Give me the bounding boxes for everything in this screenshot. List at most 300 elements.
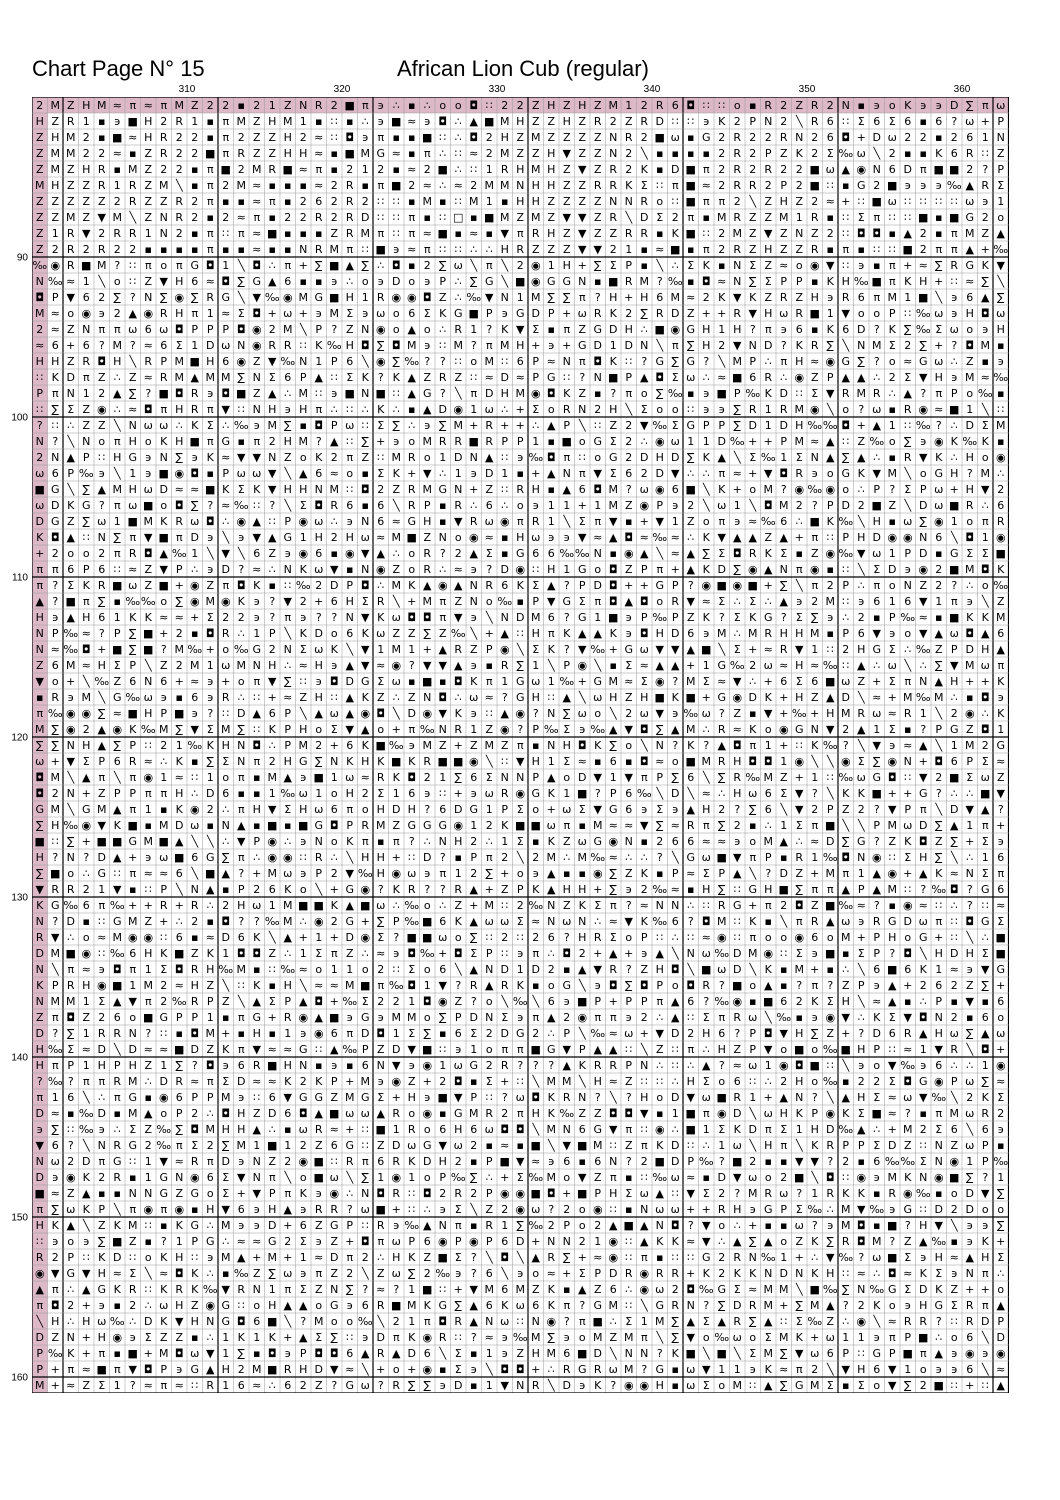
grid-symbol: ╲ xyxy=(935,291,943,304)
grid-symbol: K xyxy=(237,595,245,608)
grid-symbol: Σ xyxy=(609,259,617,272)
grid-symbol: ▼ xyxy=(593,803,602,816)
grid-symbol: ≈ xyxy=(391,515,401,528)
grid-symbol: ╲ xyxy=(687,963,695,976)
grid-symbol: R xyxy=(97,243,106,256)
grid-symbol: π xyxy=(594,515,602,528)
grid-symbol: ◉ xyxy=(995,1347,1006,1360)
grid-symbol: 2 xyxy=(470,1187,478,1200)
grid-symbol: 6 xyxy=(175,867,183,880)
grid-symbol: ▪ xyxy=(113,163,121,176)
grid-symbol: G xyxy=(562,275,572,288)
grid-symbol: M xyxy=(236,1139,246,1152)
grid-symbol: ? xyxy=(52,915,59,928)
grid-symbol: 1 xyxy=(981,131,989,144)
grid-symbol: ■ xyxy=(375,1203,386,1216)
grid-symbol: ◉ xyxy=(189,579,200,592)
grid-symbol: o xyxy=(516,499,524,512)
grid-symbol: M xyxy=(391,1011,401,1024)
grid-symbol: ■ xyxy=(112,579,123,592)
grid-symbol: ▪ xyxy=(935,547,943,560)
grid-symbol: ≈ xyxy=(686,1171,696,1184)
grid-symbol: H xyxy=(283,147,292,160)
grid-symbol: ≈ xyxy=(50,1187,60,1200)
grid-symbol: P xyxy=(950,643,958,656)
grid-symbol: K xyxy=(842,1187,850,1200)
grid-symbol: ▪ xyxy=(780,963,788,976)
grid-symbol: 2 xyxy=(547,1219,555,1232)
grid-symbol: N xyxy=(562,1235,571,1248)
grid-symbol: ∑ xyxy=(470,1171,478,1184)
grid-symbol: Σ xyxy=(795,819,803,832)
grid-symbol: R xyxy=(500,1059,509,1072)
grid-symbol: ? xyxy=(532,1059,539,1072)
grid-symbol: + xyxy=(887,787,897,800)
grid-symbol: G xyxy=(283,531,293,544)
grid-symbol: ‰ xyxy=(109,947,125,960)
grid-symbol: H xyxy=(888,931,897,944)
grid-symbol: ‰ xyxy=(667,275,683,288)
grid-symbol: ∷ xyxy=(129,1155,137,1168)
grid-symbol: H xyxy=(175,1299,184,1312)
grid-symbol: ? xyxy=(253,915,260,928)
grid-symbol: ϶ xyxy=(671,707,679,720)
grid-symbol: ╲ xyxy=(470,259,478,272)
grid-symbol: ‰ xyxy=(528,899,544,912)
grid-symbol: N xyxy=(314,835,323,848)
grid-symbol: K xyxy=(175,1219,183,1232)
grid-symbol: ▪ xyxy=(237,195,245,208)
grid-symbol: D xyxy=(981,1315,990,1328)
grid-symbol: M xyxy=(159,179,169,192)
grid-symbol: ≈ xyxy=(252,1075,262,1088)
grid-symbol: ◘ xyxy=(174,963,184,976)
grid-symbol: 1 xyxy=(408,1171,416,1184)
grid-symbol: K xyxy=(253,979,261,992)
grid-symbol: + xyxy=(484,883,494,896)
grid-symbol: 2 xyxy=(950,979,958,992)
grid-symbol: Σ xyxy=(222,1171,230,1184)
grid-symbol: ω xyxy=(376,899,386,912)
grid-symbol: π xyxy=(160,99,168,112)
grid-symbol: 2 xyxy=(454,1155,462,1168)
grid-symbol: ϶ xyxy=(392,1219,400,1232)
grid-symbol: ◉ xyxy=(360,707,371,720)
grid-symbol: π xyxy=(51,563,59,576)
grid-symbol: Z xyxy=(35,131,44,144)
grid-symbol: ▲ xyxy=(97,723,106,736)
grid-symbol: Σ xyxy=(826,147,834,160)
grid-symbol: ▪ xyxy=(919,115,927,128)
grid-symbol: ∴ xyxy=(222,515,230,528)
grid-symbol: R xyxy=(82,355,91,368)
grid-symbol: ω xyxy=(438,931,448,944)
grid-symbol: ∑ xyxy=(749,1235,757,1248)
grid-symbol: ▪ xyxy=(563,963,571,976)
grid-symbol: ◉ xyxy=(468,531,479,544)
grid-symbol: H xyxy=(531,179,540,192)
grid-symbol: P xyxy=(981,1139,989,1152)
grid-symbol: 1 xyxy=(361,163,369,176)
grid-symbol: 2 xyxy=(129,243,137,256)
grid-symbol: 1 xyxy=(547,515,555,528)
grid-symbol: ▪ xyxy=(82,915,90,928)
grid-symbol: ω xyxy=(748,1011,758,1024)
grid-symbol: ‰ xyxy=(915,419,931,432)
grid-symbol: 6 xyxy=(253,1315,261,1328)
grid-symbol: ∑ xyxy=(702,547,710,560)
grid-symbol: ▪ xyxy=(191,179,199,192)
grid-symbol: ω xyxy=(856,771,866,784)
grid-symbol: ϶ xyxy=(904,1299,912,1312)
grid-symbol: N xyxy=(795,131,804,144)
grid-symbol: ▲ xyxy=(547,867,556,880)
grid-symbol: ∷ xyxy=(718,99,726,112)
grid-symbol: M xyxy=(546,1075,556,1088)
grid-symbol: ∷ xyxy=(826,771,834,784)
grid-symbol: 6 xyxy=(51,467,59,480)
grid-symbol: N xyxy=(578,275,587,288)
grid-symbol: H xyxy=(237,1123,246,1136)
grid-symbol: K xyxy=(671,1235,679,1248)
grid-symbol: 2 xyxy=(408,179,416,192)
grid-symbol: ▲ xyxy=(578,963,587,976)
grid-symbol: G xyxy=(872,1347,882,1360)
grid-symbol: N xyxy=(733,275,742,288)
grid-symbol: N xyxy=(531,1315,540,1328)
grid-symbol: P xyxy=(67,1251,75,1264)
grid-symbol: Σ xyxy=(82,755,90,768)
grid-symbol: R xyxy=(841,291,850,304)
grid-symbol: N xyxy=(547,739,556,752)
grid-symbol: K xyxy=(966,611,974,624)
grid-symbol: o xyxy=(671,755,679,768)
grid-symbol: 1 xyxy=(315,355,323,368)
grid-symbol: ϶ xyxy=(98,467,106,480)
grid-symbol: ∴ xyxy=(904,643,912,656)
grid-symbol: K xyxy=(702,451,710,464)
grid-symbol: 2 xyxy=(330,195,338,208)
grid-symbol: ◘ xyxy=(500,1251,510,1264)
grid-symbol: ? xyxy=(889,947,896,960)
grid-symbol: Σ xyxy=(749,259,757,272)
grid-symbol: π xyxy=(36,707,44,720)
grid-symbol: 2 xyxy=(625,163,633,176)
grid-symbol: M xyxy=(593,819,603,832)
grid-symbol: D xyxy=(748,419,757,432)
grid-symbol: R xyxy=(516,243,525,256)
grid-symbol: 6 xyxy=(532,547,540,560)
grid-symbol: ■ xyxy=(437,1251,448,1264)
grid-symbol: π xyxy=(237,803,245,816)
grid-symbol: ◘ xyxy=(577,739,587,752)
grid-symbol: 1 xyxy=(315,931,323,944)
grid-symbol: 6 xyxy=(51,339,59,352)
grid-symbol: ■ xyxy=(360,979,371,992)
grid-symbol: ∑ xyxy=(470,931,478,944)
grid-symbol: G xyxy=(252,643,262,656)
grid-symbol: ‰ xyxy=(869,435,885,448)
grid-symbol: M xyxy=(562,1075,572,1088)
grid-symbol: ? xyxy=(548,1203,555,1216)
grid-symbol: ‰ xyxy=(977,387,993,400)
grid-symbol: ▪ xyxy=(687,131,695,144)
grid-symbol: ∷ xyxy=(253,499,261,512)
grid-symbol: ╲ xyxy=(532,1075,540,1088)
grid-symbol: ╲ xyxy=(950,531,958,544)
grid-symbol: ω xyxy=(484,915,494,928)
grid-symbol: ■ xyxy=(530,1043,541,1056)
grid-symbol: 2 xyxy=(392,995,400,1008)
grid-symbol: ■ xyxy=(980,787,991,800)
grid-symbol: ■ xyxy=(499,1155,510,1168)
grid-symbol: ▼ xyxy=(903,1011,912,1024)
grid-symbol: 1 xyxy=(346,963,354,976)
grid-symbol: Z xyxy=(66,99,75,112)
grid-symbol: + xyxy=(329,931,339,944)
grid-symbol: 1 xyxy=(485,195,493,208)
grid-symbol: R xyxy=(423,547,432,560)
grid-symbol: ■ xyxy=(158,579,169,592)
grid-symbol: M xyxy=(763,483,773,496)
grid-symbol: ▼ xyxy=(283,1091,292,1104)
grid-symbol: ▪ xyxy=(981,355,989,368)
grid-symbol: G xyxy=(407,819,417,832)
grid-symbol: ω xyxy=(407,867,417,880)
grid-symbol: π xyxy=(578,355,586,368)
grid-symbol: ϶ xyxy=(237,1155,245,1168)
grid-symbol: ∷ xyxy=(873,243,881,256)
grid-symbol: 2 xyxy=(702,291,710,304)
grid-symbol: ∴ xyxy=(826,1203,834,1216)
grid-symbol: ▼ xyxy=(686,1331,695,1344)
grid-symbol: ? xyxy=(52,579,59,592)
grid-symbol: 1 xyxy=(516,963,524,976)
grid-symbol: R xyxy=(810,99,819,112)
grid-symbol: K xyxy=(129,611,137,624)
grid-symbol: ■ xyxy=(716,579,727,592)
grid-symbol: ▪ xyxy=(935,227,943,240)
grid-symbol: N xyxy=(252,1283,261,1296)
grid-symbol: P xyxy=(780,1203,788,1216)
grid-symbol: Z xyxy=(407,627,416,640)
grid-symbol: R xyxy=(903,451,912,464)
grid-symbol: ■ xyxy=(654,131,665,144)
grid-symbol: ≈ xyxy=(980,371,990,384)
grid-symbol: ? xyxy=(842,739,849,752)
grid-symbol: 2 xyxy=(919,131,927,144)
grid-symbol: ■ xyxy=(825,899,836,912)
grid-symbol: ■ xyxy=(995,947,1006,960)
grid-symbol: ∑ xyxy=(51,739,59,752)
grid-symbol: Σ xyxy=(609,931,617,944)
grid-symbol: + xyxy=(298,931,308,944)
grid-symbol: ≈ xyxy=(205,931,215,944)
grid-symbol: ■ xyxy=(933,163,944,176)
grid-symbol: π xyxy=(640,1331,648,1344)
grid-symbol: ≈ xyxy=(484,691,494,704)
grid-symbol: ╲ xyxy=(826,403,834,416)
grid-symbol: ▪ xyxy=(997,387,1005,400)
grid-symbol: ◘ xyxy=(469,131,479,144)
grid-symbol: ▲ xyxy=(221,867,230,880)
grid-symbol: ϶ xyxy=(625,883,633,896)
grid-symbol: K xyxy=(547,787,555,800)
grid-symbol: R xyxy=(190,387,199,400)
grid-symbol: P xyxy=(997,163,1005,176)
grid-symbol: ◘ xyxy=(422,291,432,304)
grid-symbol: ▲ xyxy=(562,483,571,496)
grid-symbol: H xyxy=(407,803,416,816)
grid-symbol: Σ xyxy=(749,1347,757,1360)
grid-symbol: M xyxy=(841,1219,851,1232)
grid-symbol: ■ xyxy=(391,755,402,768)
grid-symbol: + xyxy=(748,435,758,448)
grid-symbol: M xyxy=(965,371,975,384)
grid-symbol: + xyxy=(484,627,494,640)
grid-symbol: ∷ xyxy=(950,915,958,928)
grid-symbol: ◉ xyxy=(530,259,541,272)
grid-symbol: 2 xyxy=(625,707,633,720)
grid-symbol: ▪ xyxy=(113,1299,121,1312)
grid-symbol: ‰ xyxy=(233,643,249,656)
grid-symbol: Z xyxy=(748,227,757,240)
grid-symbol: M xyxy=(81,691,91,704)
grid-symbol: M xyxy=(531,291,541,304)
grid-symbol: H xyxy=(640,691,649,704)
grid-symbol: ∴ xyxy=(795,515,803,528)
grid-symbol: ▪ xyxy=(160,1219,168,1232)
grid-symbol: ◘ xyxy=(546,451,556,464)
grid-symbol: ■ xyxy=(468,307,479,320)
grid-symbol: ∷ xyxy=(671,1251,679,1264)
grid-symbol: ◘ xyxy=(205,627,215,640)
grid-symbol: R xyxy=(779,403,788,416)
grid-symbol: ◘ xyxy=(143,547,153,560)
grid-symbol: M xyxy=(531,163,541,176)
grid-symbol: ■ xyxy=(174,851,185,864)
grid-symbol: K xyxy=(764,547,772,560)
grid-symbol: R xyxy=(392,1155,401,1168)
grid-symbol: ? xyxy=(780,339,787,352)
grid-symbol: N xyxy=(516,771,525,784)
grid-symbol: Σ xyxy=(129,1123,137,1136)
grid-symbol: ▲ xyxy=(469,1315,478,1328)
grid-symbol: + xyxy=(965,675,975,688)
grid-symbol: ∑ xyxy=(98,595,106,608)
grid-symbol: ∴ xyxy=(361,403,369,416)
grid-symbol: M xyxy=(205,1027,215,1040)
grid-symbol: ▪ xyxy=(175,691,183,704)
grid-symbol: π xyxy=(485,675,493,688)
grid-symbol: ? xyxy=(935,419,942,432)
grid-symbol: ∷ xyxy=(51,419,59,432)
grid-symbol: o xyxy=(578,1219,586,1232)
grid-symbol: R xyxy=(965,1315,974,1328)
grid-symbol: ϶ xyxy=(423,115,431,128)
grid-symbol: + xyxy=(608,643,618,656)
grid-symbol: ω xyxy=(794,1219,804,1232)
grid-symbol: ▼ xyxy=(733,339,742,352)
grid-symbol: P xyxy=(873,1043,881,1056)
grid-symbol: 1 xyxy=(501,675,509,688)
grid-symbol: o xyxy=(315,1299,323,1312)
grid-symbol: P xyxy=(129,659,137,672)
grid-symbol: Σ xyxy=(516,915,524,928)
grid-symbol: ╲ xyxy=(175,179,183,192)
grid-symbol: + xyxy=(252,1251,262,1264)
row-label: 130 xyxy=(11,892,28,904)
grid-symbol: M xyxy=(965,739,975,752)
grid-symbol: π xyxy=(718,515,726,528)
grid-symbol: ▲ xyxy=(965,179,974,192)
grid-symbol: ■ xyxy=(422,915,433,928)
grid-symbol: ▼ xyxy=(624,771,633,784)
grid-symbol: ∷ xyxy=(687,115,695,128)
grid-symbol: ∴ xyxy=(842,963,850,976)
grid-symbol: ▲ xyxy=(950,819,959,832)
grid-symbol: ∴ xyxy=(919,995,927,1008)
grid-symbol: π xyxy=(113,547,121,560)
grid-symbol: ▪ xyxy=(237,787,245,800)
grid-symbol: ╲ xyxy=(950,851,958,864)
grid-symbol: M xyxy=(546,851,556,864)
grid-symbol: ‰ xyxy=(822,739,838,752)
grid-symbol: π xyxy=(206,403,214,416)
grid-symbol: 6 xyxy=(330,595,338,608)
grid-symbol: ◉ xyxy=(856,1315,867,1328)
grid-symbol: ≈ xyxy=(639,659,649,672)
grid-symbol: 1 xyxy=(563,787,571,800)
grid-symbol: 1 xyxy=(377,1171,385,1184)
grid-symbol: ∑ xyxy=(718,771,726,784)
column-label: 350 xyxy=(798,84,816,95)
grid-symbol: D xyxy=(609,1267,618,1280)
grid-symbol: ϶ xyxy=(826,611,834,624)
grid-symbol: R xyxy=(733,307,742,320)
grid-symbol: ▼ xyxy=(562,211,571,224)
grid-symbol: ∷ xyxy=(299,851,307,864)
grid-symbol: o xyxy=(67,867,75,880)
grid-symbol: K xyxy=(842,787,850,800)
grid-symbol: Σ xyxy=(888,339,896,352)
grid-symbol: M xyxy=(345,979,355,992)
grid-symbol: Z xyxy=(35,1011,44,1024)
grid-symbol: ■ xyxy=(112,1235,123,1248)
grid-symbol: ? xyxy=(780,611,787,624)
grid-symbol: ╲ xyxy=(656,259,664,272)
grid-symbol: π xyxy=(594,595,602,608)
grid-symbol: ? xyxy=(470,1267,477,1280)
grid-symbol: M xyxy=(97,259,107,272)
grid-symbol: ∴ xyxy=(873,451,881,464)
grid-symbol: ? xyxy=(873,355,880,368)
grid-symbol: Z xyxy=(981,227,990,240)
grid-symbol: M xyxy=(190,659,200,672)
grid-symbol: N xyxy=(299,355,308,368)
grid-symbol: M xyxy=(407,339,417,352)
grid-symbol: ≈ xyxy=(376,1283,386,1296)
grid-symbol: ≈ xyxy=(329,467,339,480)
grid-symbol: M xyxy=(391,451,401,464)
grid-symbol: 2 xyxy=(640,1155,648,1168)
grid-symbol: 1 xyxy=(299,1251,307,1264)
grid-symbol: ╲ xyxy=(857,515,865,528)
grid-symbol: P xyxy=(609,787,617,800)
grid-symbol: 2 xyxy=(98,387,106,400)
grid-symbol: D xyxy=(733,947,742,960)
grid-symbol: ‰ xyxy=(853,275,869,288)
